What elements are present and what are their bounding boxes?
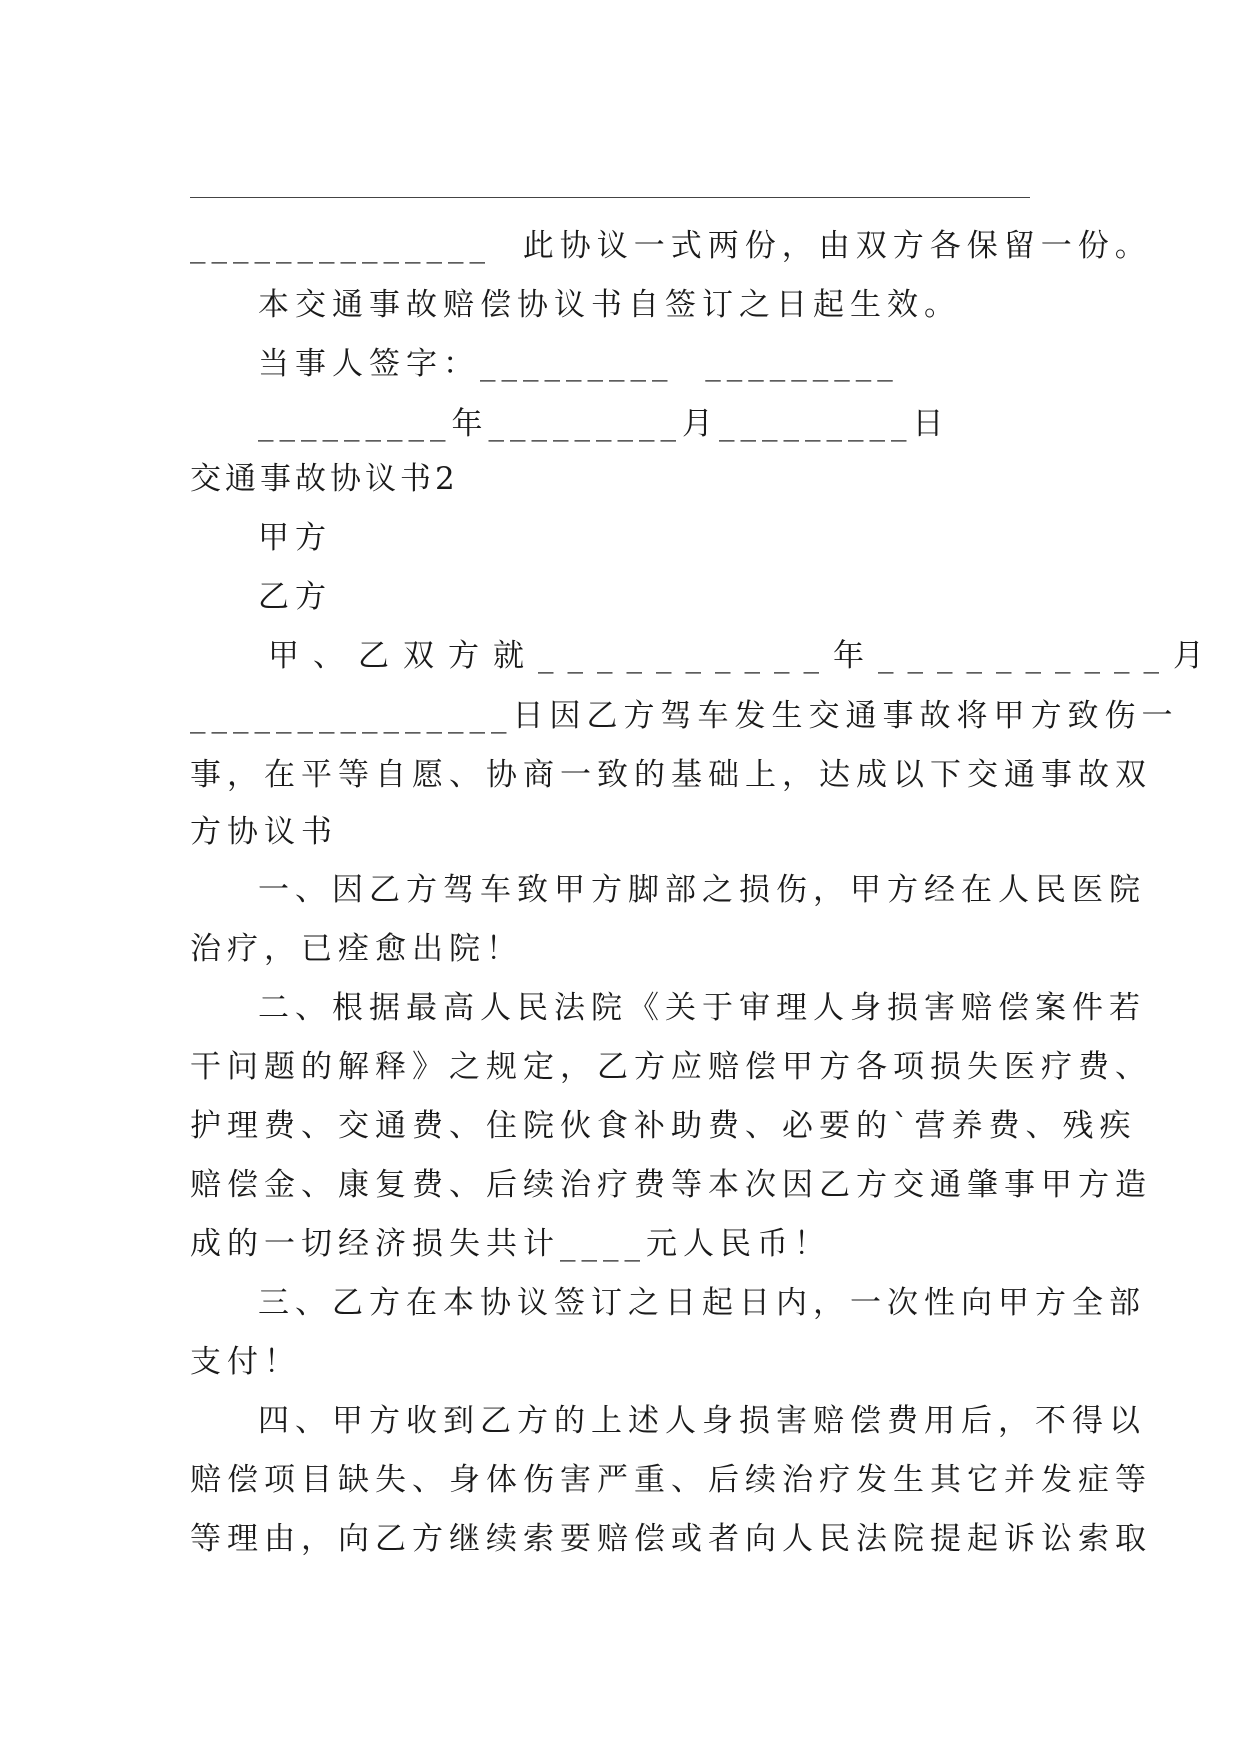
clause-1-line-1: 一、因乙方驾车致甲方脚部之损伤，甲方经在人民医院 xyxy=(258,872,1146,908)
clause-2-line-5: 成的一切经济损失共计____元人民币！ xyxy=(190,1226,831,1262)
party-a-label: 甲方 xyxy=(258,520,332,556)
clause-4-line-2: 赔偿项目缺失、身体伤害严重、后续治疗发生其它并发症等 xyxy=(190,1462,1152,1498)
clause-2-line-2: 干问题的解释》之规定，乙方应赔偿甲方各项损失医疗费、 xyxy=(190,1049,1152,1085)
effective-clause: 本交通事故赔偿协议书自签订之日起生效。 xyxy=(258,287,961,323)
clause-3-line-1: 三、乙方在本协议签订之日起日内，一次性向甲方全部 xyxy=(258,1285,1146,1321)
clause-2-line-4: 赔偿金、康复费、后续治疗费等本次因乙方交通肇事甲方造 xyxy=(190,1167,1152,1203)
copies-clause: ______________ 此协议一式两份，由双方各保留一份。 xyxy=(190,228,1152,264)
clause-2-line-1: 二、根据最高人民法院《关于审理人身损害赔偿案件若 xyxy=(258,990,1146,1026)
date-line: _________年_________月_________日 xyxy=(258,406,950,442)
section-title: 交通事故协议书2 xyxy=(190,461,459,497)
clause-1-line-2: 治疗，已痊愈出院！ xyxy=(190,931,523,967)
party-b-label: 乙方 xyxy=(258,579,332,615)
paragraph-intro-line-3: 事，在平等自愿、协商一致的基础上，达成以下交通事故双 xyxy=(190,757,1152,793)
clause-3-line-2: 支付！ xyxy=(190,1344,301,1380)
paragraph-intro-line-1: 甲、乙双方就__________年__________月 xyxy=(268,638,1218,674)
clause-4-line-3: 等理由，向乙方继续索要赔偿或者向人民法院提起诉讼索取 xyxy=(190,1521,1152,1557)
blank-rule-line xyxy=(190,197,1030,198)
paragraph-intro-line-2: _______________日因乙方驾车发生交通事故将甲方致伤一 xyxy=(190,698,1179,734)
clause-2-line-3: 护理费、交通费、住院伙食补助费、必要的`营养费、残疾 xyxy=(190,1108,1137,1144)
clause-4-line-1: 四、甲方收到乙方的上述人身损害赔偿费用后，不得以 xyxy=(258,1403,1146,1439)
signature-line: 当事人签字：_________ _________ xyxy=(258,346,899,382)
paragraph-intro-line-4: 方协议书 xyxy=(190,814,338,850)
